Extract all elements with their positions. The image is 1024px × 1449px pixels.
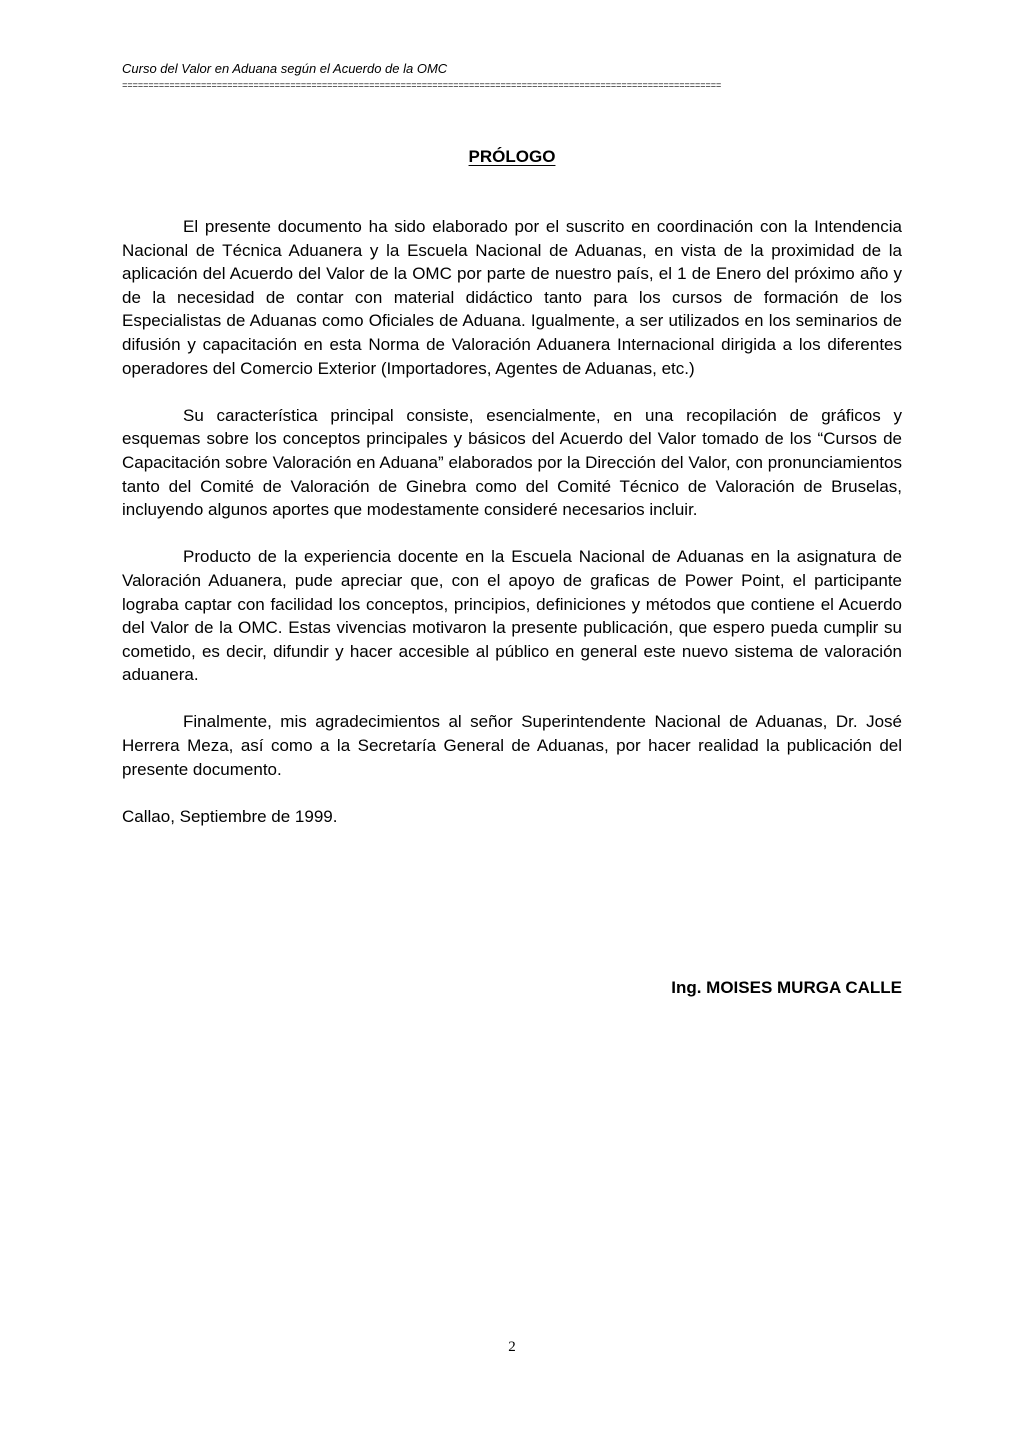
page-title-text: PRÓLOGO <box>468 147 556 166</box>
paragraph-3: Producto de la experiencia docente en la Escuela Nacional de Aduanas en la asignatura de Valoración Aduanera, pude apreciar que, con el apoyo de graficas de Power Point, el participante lograba captar con facilidad los conceptos, principios, definiciones y métodos que contiene el Acuerdo del Valor de la OMC. Estas vivencias motivaron la presente publicación, que espero pueda cumplir su cometido, es decir, difundir y hacer accesible al público en general este nuevo sistema de valoración aduanera. <box>122 547 902 685</box>
paragraph-4: Finalmente, mis agradecimientos al señor Superintendente Nacional de Aduanas, Dr. José Herrera Meza, así como a la Secretaría General de Aduanas, por hacer realidad la publicación del presente documento. <box>122 712 902 779</box>
paragraph-1: El presente documento ha sido elaborado por el suscrito en coordinación con la Intendencia Nacional de Técnica Aduanera y la Escuela Nacional de Aduanas, en vista de la proximidad de la aplicación del Acuerdo del Valor de la OMC por parte de nuestro país, el 1 de Enero del próximo año y de la necesidad de contar con material didáctico tanto para los cursos de formación de los Especialistas de Aduanas como Oficiales de Aduana. Igualmente, a ser utilizados en los seminarios de difusión y capacitación en esta Norma de Valoración Aduanera Internacional dirigida a los diferentes operadores del Comercio Exterior (Importadores, Agentes de Aduanas, etc.) <box>122 217 902 378</box>
place-date: Callao, Septiembre de 1999. <box>122 806 338 826</box>
paragraph-2: Su característica principal consiste, esencialmente, en una recopilación de gráficos y esquemas sobre los conceptos principales y básicos del Acuerdo del Valor tomado de los “Cursos de Capacitación sobre Valoración en Aduana” elaborados por la Dirección del Valor, con pronunciamientos tanto del Comité de Valoración de Ginebra como del Comité Técnico de Valoración de Bruselas, incluyendo algunos aportes que modestamente consideré necesarios incluir. <box>122 405 902 520</box>
body-text <box>122 215 902 828</box>
page-number: 2 <box>508 1339 516 1355</box>
page-title <box>0 146 1024 168</box>
running-header: Curso del Valor en Aduana según el Acuerdo de la OMC <box>122 61 448 76</box>
header-rule: ================================================================================================================== <box>122 80 722 90</box>
signature: Ing. MOISES MURGA CALLE <box>671 978 902 997</box>
